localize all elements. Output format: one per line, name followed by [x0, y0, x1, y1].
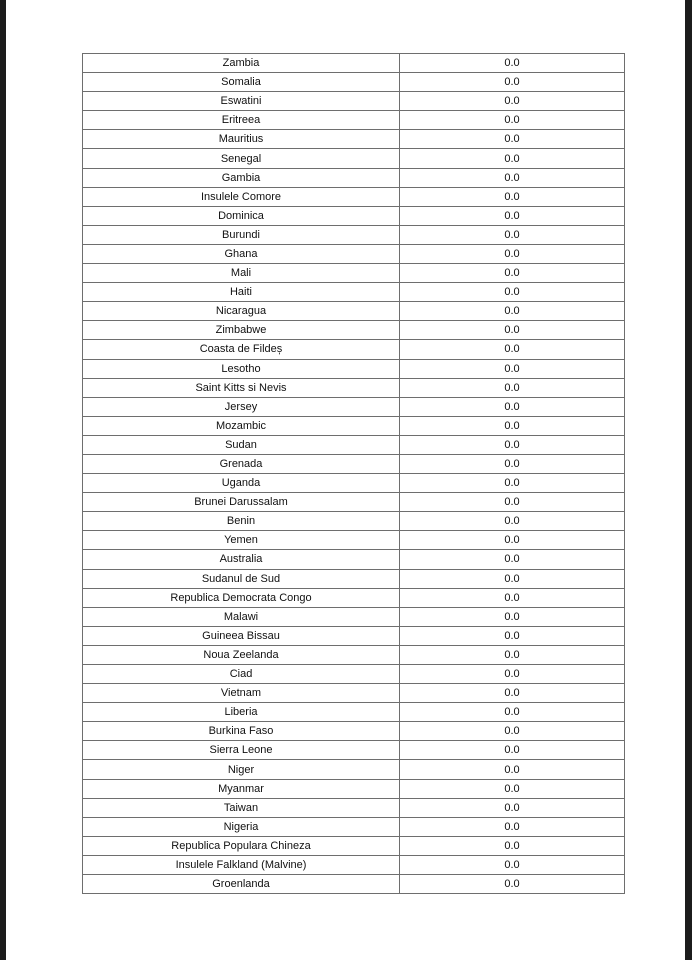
value-cell: 0.0 [400, 531, 625, 550]
value-cell: 0.0 [400, 130, 625, 149]
value-cell: 0.0 [400, 855, 625, 874]
table-body [83, 54, 625, 894]
value-cell: 0.0 [400, 512, 625, 531]
country-cell: Lesotho [83, 359, 400, 378]
table-row [83, 569, 625, 588]
table-row [83, 244, 625, 263]
country-cell: Groenlanda [83, 875, 400, 894]
table-row [83, 54, 625, 73]
country-cell: Benin [83, 512, 400, 531]
table-row [83, 607, 625, 626]
country-cell: Insulele Falkland (Malvine) [83, 855, 400, 874]
table-row [83, 416, 625, 435]
country-cell: Saint Kitts si Nevis [83, 378, 400, 397]
country-cell: Sierra Leone [83, 741, 400, 760]
table-row [83, 741, 625, 760]
value-cell: 0.0 [400, 92, 625, 111]
country-cell: Mauritius [83, 130, 400, 149]
country-cell: Zambia [83, 54, 400, 73]
table-row [83, 798, 625, 817]
country-cell: Republica Democrata Congo [83, 588, 400, 607]
country-cell: Sudan [83, 435, 400, 454]
value-cell: 0.0 [400, 340, 625, 359]
value-cell: 0.0 [400, 645, 625, 664]
table-row [83, 302, 625, 321]
value-cell: 0.0 [400, 454, 625, 473]
table-row [83, 588, 625, 607]
country-cell: Jersey [83, 397, 400, 416]
table-row [83, 225, 625, 244]
table-row [83, 111, 625, 130]
country-cell: Gambia [83, 168, 400, 187]
country-cell: Australia [83, 550, 400, 569]
value-cell: 0.0 [400, 684, 625, 703]
country-cell: Nigeria [83, 817, 400, 836]
country-cell: Malawi [83, 607, 400, 626]
value-cell: 0.0 [400, 302, 625, 321]
country-cell: Eritreea [83, 111, 400, 130]
table-row [83, 531, 625, 550]
table-row [83, 722, 625, 741]
table-row [83, 875, 625, 894]
country-cell: Dominica [83, 206, 400, 225]
table-row [83, 855, 625, 874]
table-row [83, 187, 625, 206]
table-row [83, 206, 625, 225]
table-row [83, 73, 625, 92]
value-cell: 0.0 [400, 703, 625, 722]
country-cell: Burundi [83, 225, 400, 244]
country-cell: Niger [83, 760, 400, 779]
table-row [83, 264, 625, 283]
table-row [83, 836, 625, 855]
value-cell: 0.0 [400, 206, 625, 225]
country-value-table [82, 53, 625, 894]
value-cell: 0.0 [400, 665, 625, 684]
table-row [83, 626, 625, 645]
country-cell: Taiwan [83, 798, 400, 817]
table-row [83, 378, 625, 397]
table-row [83, 149, 625, 168]
value-cell: 0.0 [400, 378, 625, 397]
value-cell: 0.0 [400, 875, 625, 894]
value-cell: 0.0 [400, 244, 625, 263]
value-cell: 0.0 [400, 722, 625, 741]
table-row [83, 645, 625, 664]
country-cell: Nicaragua [83, 302, 400, 321]
value-cell: 0.0 [400, 474, 625, 493]
table-row [83, 550, 625, 569]
country-cell: Grenada [83, 454, 400, 473]
value-cell: 0.0 [400, 607, 625, 626]
value-cell: 0.0 [400, 111, 625, 130]
table-row [83, 130, 625, 149]
value-cell: 0.0 [400, 168, 625, 187]
country-cell: Guineea Bissau [83, 626, 400, 645]
table-row [83, 493, 625, 512]
document-page [6, 0, 685, 960]
value-cell: 0.0 [400, 493, 625, 512]
value-cell: 0.0 [400, 283, 625, 302]
value-cell: 0.0 [400, 264, 625, 283]
table-row [83, 665, 625, 684]
table-row [83, 474, 625, 493]
country-table-container [82, 53, 622, 894]
country-cell: Republica Populara Chineza [83, 836, 400, 855]
table-row [83, 283, 625, 302]
country-cell: Burkina Faso [83, 722, 400, 741]
table-row [83, 359, 625, 378]
value-cell: 0.0 [400, 569, 625, 588]
value-cell: 0.0 [400, 798, 625, 817]
country-cell: Ciad [83, 665, 400, 684]
country-cell: Yemen [83, 531, 400, 550]
value-cell: 0.0 [400, 149, 625, 168]
country-cell: Somalia [83, 73, 400, 92]
table-row [83, 92, 625, 111]
value-cell: 0.0 [400, 397, 625, 416]
table-row [83, 779, 625, 798]
value-cell: 0.0 [400, 73, 625, 92]
value-cell: 0.0 [400, 359, 625, 378]
country-cell: Senegal [83, 149, 400, 168]
country-cell: Haiti [83, 283, 400, 302]
country-cell: Uganda [83, 474, 400, 493]
table-row [83, 454, 625, 473]
value-cell: 0.0 [400, 588, 625, 607]
value-cell: 0.0 [400, 626, 625, 645]
table-row [83, 435, 625, 454]
table-row [83, 512, 625, 531]
country-cell: Liberia [83, 703, 400, 722]
country-cell: Zimbabwe [83, 321, 400, 340]
table-row [83, 817, 625, 836]
country-cell: Mali [83, 264, 400, 283]
value-cell: 0.0 [400, 779, 625, 798]
value-cell: 0.0 [400, 435, 625, 454]
country-cell: Eswatini [83, 92, 400, 111]
table-row [83, 684, 625, 703]
country-cell: Vietnam [83, 684, 400, 703]
value-cell: 0.0 [400, 54, 625, 73]
country-cell: Noua Zeelanda [83, 645, 400, 664]
value-cell: 0.0 [400, 741, 625, 760]
country-cell: Mozambic [83, 416, 400, 435]
value-cell: 0.0 [400, 817, 625, 836]
table-row [83, 703, 625, 722]
value-cell: 0.0 [400, 416, 625, 435]
country-cell: Coasta de Fildeș [83, 340, 400, 359]
table-row [83, 321, 625, 340]
table-row [83, 760, 625, 779]
country-cell: Myanmar [83, 779, 400, 798]
country-cell: Brunei Darussalam [83, 493, 400, 512]
table-row [83, 168, 625, 187]
value-cell: 0.0 [400, 550, 625, 569]
value-cell: 0.0 [400, 225, 625, 244]
country-cell: Ghana [83, 244, 400, 263]
value-cell: 0.0 [400, 321, 625, 340]
value-cell: 0.0 [400, 836, 625, 855]
country-cell: Sudanul de Sud [83, 569, 400, 588]
table-row [83, 397, 625, 416]
value-cell: 0.0 [400, 760, 625, 779]
country-cell: Insulele Comore [83, 187, 400, 206]
table-row [83, 340, 625, 359]
value-cell: 0.0 [400, 187, 625, 206]
